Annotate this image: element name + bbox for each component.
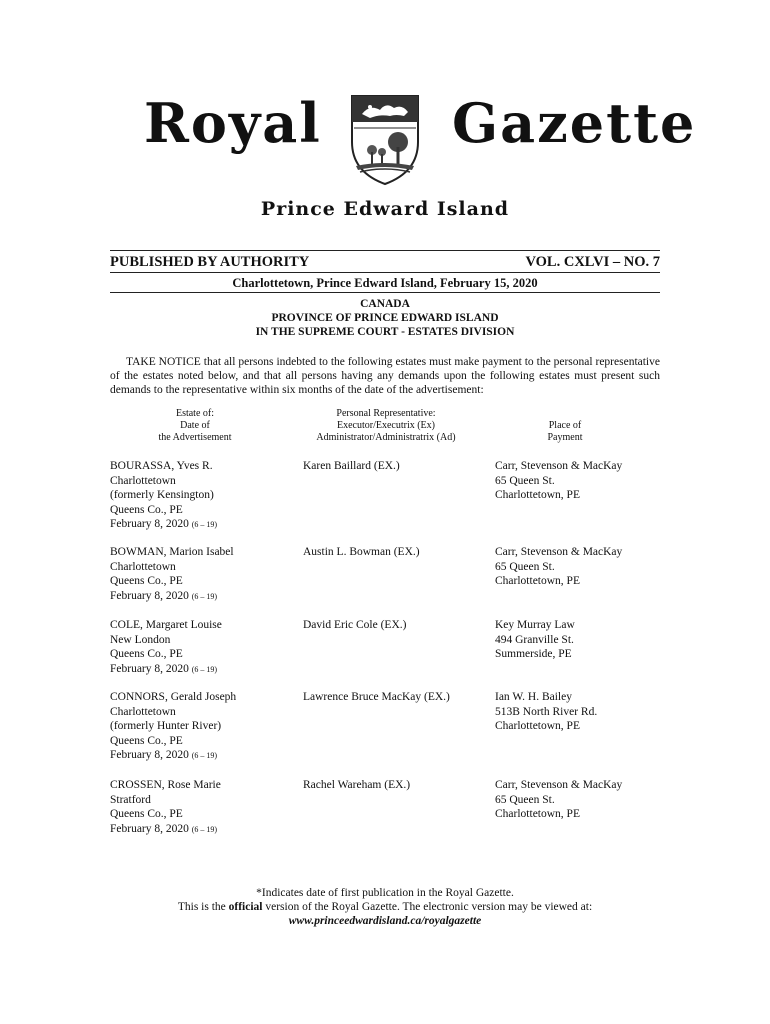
estate-column: BOWMAN, Marion Isabel Charlottetown Queens Co., PE February 8, 2020 (6 – 19)	[110, 545, 300, 604]
advertisement-date: February 8, 2020 (6 – 19)	[110, 589, 218, 602]
column-header-representative: Personal Representative: Executor/Executrix (Ex) Administrator/Administratrix (Ad)	[316, 408, 456, 443]
representative-name: Lawrence Bruce MacKay (EX.)	[303, 691, 450, 703]
advertisement-date: February 8, 2020 (6 – 19)	[110, 662, 218, 675]
volume-number: VOL. CXLVI – NO. 7	[525, 254, 660, 270]
representative-name: David Eric Cole (EX.)	[303, 619, 407, 631]
masthead	[0, 92, 770, 192]
estate-name: COLE, Margaret Louise	[110, 619, 222, 631]
estate-name: CROSSEN, Rose Marie	[110, 779, 221, 791]
court-line-province: PROVINCE OF PRINCE EDWARD ISLAND	[271, 312, 499, 324]
estate-name: BOURASSA, Yves R.	[110, 460, 213, 472]
payment-column: Ian W. H. Bailey 513B North River Rd. Charlottetown, PE	[495, 691, 598, 732]
footer-official-version-note: This is the official version of the Royal Gazette. The electronic version may be viewed at:	[177, 901, 593, 913]
footer	[0, 886, 770, 928]
pei-coat-of-arms-icon	[346, 92, 424, 188]
payment-column: Key Murray Law 494 Granville St. Summerside, PE	[495, 619, 575, 660]
column-header-payment: Place of Payment	[547, 420, 583, 443]
advertisement-date: February 8, 2020 (6 – 19)	[110, 822, 218, 835]
masthead-subtitle: Prince Edward Island	[260, 198, 510, 220]
representative-name: Rachel Wareham (EX.)	[303, 779, 411, 791]
header-bottom-rule	[110, 292, 660, 293]
representative-name: Austin L. Bowman (EX.)	[303, 546, 420, 558]
footer-url-link[interactable]: www.princeedwardisland.ca/royalgazette	[288, 915, 482, 927]
masthead-title-left: Royal	[144, 91, 322, 155]
dateline: Charlottetown, Prince Edward Island, February 15, 2020	[232, 276, 538, 290]
header-middle-rule	[110, 272, 660, 273]
estate-column: BOURASSA, Yves R. Charlottetown (formerly Kensington) Queens Co., PE February 8, 2020 (6 – 19)	[110, 459, 300, 533]
estate-column: CROSSEN, Rose Marie Stratford Queens Co., PE February 8, 2020 (6 – 19)	[110, 778, 300, 837]
payment-column: Carr, Stevenson & MacKay 65 Queen St. Charlottetown, PE	[495, 460, 623, 501]
estate-column: COLE, Margaret Louise New London Queens Co., PE February 8, 2020 (6 – 19)	[110, 618, 300, 677]
court-line-canada: CANADA	[360, 298, 410, 310]
masthead-title-right: Gazette	[452, 91, 697, 155]
advertisement-date: February 8, 2020 (6 – 19)	[110, 518, 218, 530]
payment-column: Carr, Stevenson & MacKay 65 Queen St. Charlottetown, PE	[495, 546, 623, 587]
court-heading	[0, 297, 770, 339]
published-by-authority: PUBLISHED BY AUTHORITY	[110, 254, 310, 270]
publication-code: (6 – 19)	[191, 751, 218, 760]
footer-first-publication-note: *Indicates date of first publication in the Royal Gazette.	[256, 887, 514, 899]
publication-code: (6 – 19)	[191, 824, 218, 834]
estate-column: CONNORS, Gerald Joseph Charlottetown (formerly Hunter River) Queens Co., PE February 8, 2020 (6 – 19)	[110, 690, 300, 764]
header-top-rule	[110, 250, 660, 251]
publication-code: (6 – 19)	[191, 664, 218, 674]
representative-name: Karen Baillard (EX.)	[303, 460, 400, 472]
court-line-division: IN THE SUPREME COURT - ESTATES DIVISION	[255, 326, 515, 338]
publication-code: (6 – 19)	[191, 520, 218, 529]
advertisement-date: February 8, 2020 (6 – 19)	[110, 749, 218, 761]
estate-name: CONNORS, Gerald Joseph	[110, 691, 237, 703]
payment-column: Carr, Stevenson & MacKay 65 Queen St. Charlottetown, PE	[495, 779, 623, 820]
publication-code: (6 – 19)	[191, 591, 218, 601]
column-header-estate: Estate of: Date of the Advertisement	[158, 408, 232, 443]
notice-paragraph: TAKE NOTICE that all persons indebted to the following estates must make payment to the personal representative of the estates noted below, and that all persons having any demands upon the following estates must present such demands to the representative within six months of the date of the advertisement:	[110, 356, 660, 396]
estate-name: BOWMAN, Marion Isabel	[110, 546, 234, 558]
